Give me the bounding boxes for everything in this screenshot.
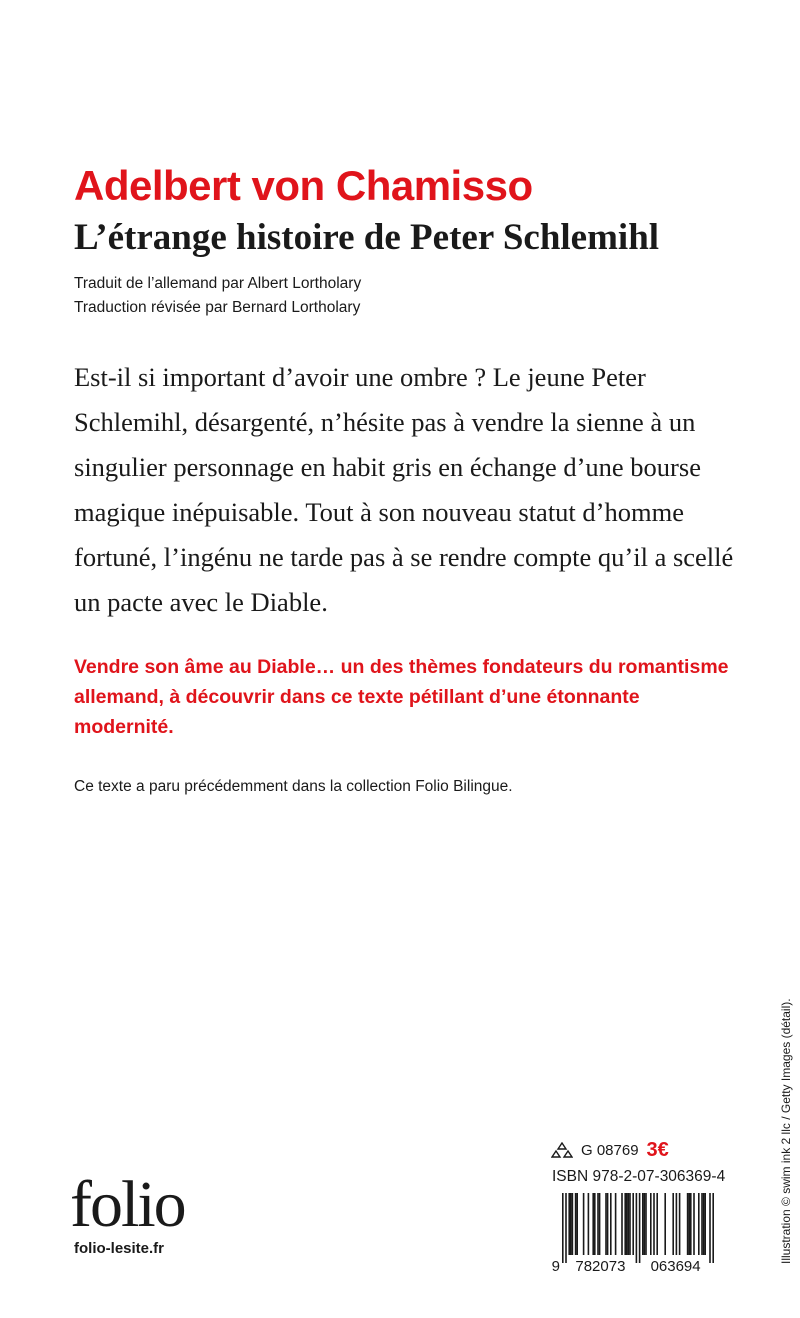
revision-line: Traduction révisée par Bernard Lortholary: [74, 299, 361, 316]
barcode-bar: [588, 1193, 590, 1255]
author-name: Adelbert von Chamisso: [74, 162, 533, 209]
barcode-bar: [605, 1193, 607, 1255]
barcode-bar: [642, 1193, 644, 1255]
translator-line: Traduit de l’allemand par Albert Lortholary: [74, 275, 362, 292]
price: 3€: [646, 1139, 669, 1161]
barcode-bar: [703, 1193, 705, 1255]
barcode-bar: [568, 1193, 570, 1255]
barcode-digits: 782073: [575, 1258, 626, 1273]
price-row: [551, 1139, 669, 1162]
barcode-bar: [576, 1193, 578, 1255]
image-credit: Illustration © swim ink 2 llc / Getty Images (détail).: [779, 998, 793, 1264]
barcode-bar: [615, 1193, 617, 1255]
barcode-bar: [653, 1193, 655, 1255]
price-code: G 08769: [581, 1142, 639, 1159]
barcode-bar: [607, 1193, 609, 1255]
website-link[interactable]: folio-lesite.fr: [74, 1240, 165, 1257]
barcode-bar: [626, 1193, 628, 1255]
barcode-bar: [672, 1193, 674, 1255]
barcode-bar: [621, 1193, 623, 1255]
barcode-bar: [709, 1193, 711, 1263]
barcode-bar: [594, 1193, 596, 1255]
barcode-bar: [656, 1193, 658, 1255]
barcode-bar: [698, 1193, 700, 1255]
barcode-bar: [624, 1193, 626, 1255]
price-category-icon: [551, 1142, 573, 1160]
barcode-bar: [644, 1193, 646, 1255]
barcode-bar: [632, 1193, 634, 1255]
barcode-bar: [693, 1193, 695, 1255]
folio-logo: folio: [70, 1168, 185, 1241]
tagline: Vendre son âme au Diable… un des thèmes fondateurs du romantisme allemand, à découvrir dans ce texte pétillant d’une étonnante modernité.: [74, 656, 729, 738]
barcode-bar: [610, 1193, 612, 1255]
barcode-bar: [676, 1193, 678, 1255]
barcode-bar: [570, 1193, 572, 1255]
barcode-bar: [664, 1193, 666, 1255]
barcode-bar: [645, 1193, 647, 1255]
isbn: ISBN 978-2-07-306369-4: [552, 1168, 726, 1185]
barcode-bar: [688, 1193, 690, 1255]
barcode-bar: [690, 1193, 692, 1255]
blurb-paragraph: Est-il si important d’avoir une ombre ? Le jeune Peter Schlemihl, désargenté, n’hésite pas à vendre la sienne à un singulier personnage en habit gris en échange d’une bourse magique inépuisable. Tout à son nouveau statut d’homme fortuné, l’ingénu ne tarde pas à se rendre compte qu’il a scellé un pacte avec le Diable.: [74, 362, 734, 617]
barcode-bar: [565, 1193, 567, 1263]
barcode-bar: [712, 1193, 714, 1263]
barcode-bar: [639, 1193, 641, 1263]
barcode-bar: [701, 1193, 703, 1255]
barcode-bar: [599, 1193, 601, 1255]
barcode: [548, 1193, 726, 1273]
barcode-digits: 063694: [650, 1258, 701, 1273]
barcode-bar: [629, 1193, 631, 1255]
barcode-bar: [597, 1193, 599, 1255]
barcode-bar: [562, 1193, 564, 1263]
barcode-bar: [704, 1193, 706, 1255]
book-title: L’étrange histoire de Peter Schlemihl: [74, 217, 660, 258]
barcode-bar: [650, 1193, 652, 1255]
barcode-bar: [628, 1193, 630, 1255]
edition-note: Ce texte a paru précédemment dans la collection Folio Bilingue.: [74, 778, 513, 795]
barcode-bar: [687, 1193, 689, 1255]
barcode-bar: [636, 1193, 638, 1263]
translation-credits: [74, 272, 361, 320]
barcode-digits: 9: [551, 1258, 560, 1273]
barcode-bar: [592, 1193, 594, 1255]
barcode-bar: [583, 1193, 585, 1255]
barcode-bar: [679, 1193, 681, 1255]
barcode-bar: [572, 1193, 574, 1255]
barcode-bar: [575, 1193, 577, 1255]
